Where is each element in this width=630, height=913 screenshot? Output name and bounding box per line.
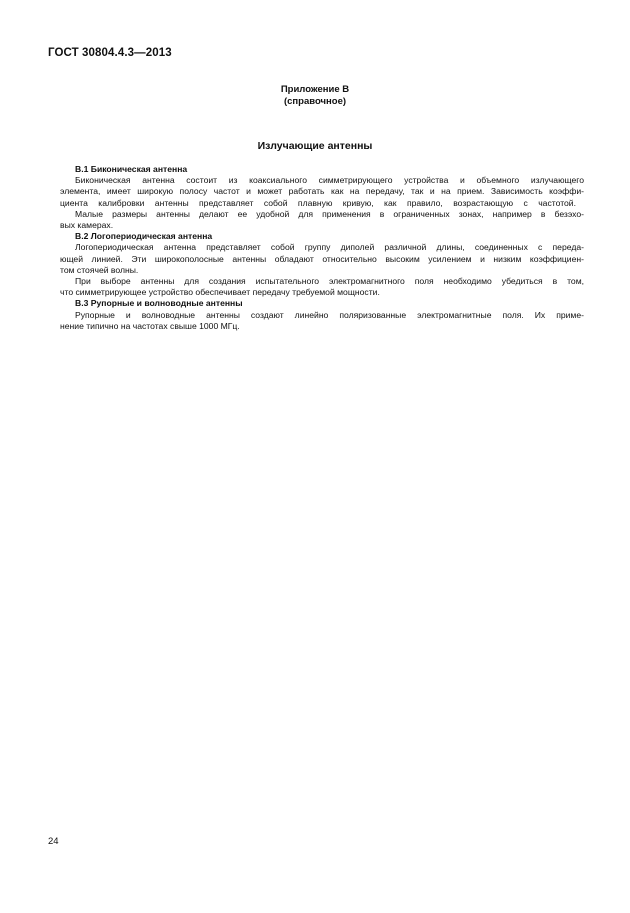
section-heading-b2: В.2 Логопериодическая антенна	[75, 231, 213, 242]
paragraph-line: том стоячей волны.	[60, 264, 139, 275]
paragraph-line: нение типично на частотах свыше 1000 МГц.	[60, 320, 240, 331]
paragraph-line: вых камерах.	[60, 220, 114, 231]
paragraph-line: Логопериодическая антенна представляет собой группу диполей различной длины, соединенных с переда-	[75, 242, 584, 253]
document-code-header: ГОСТ 30804.4.3—2013	[48, 47, 172, 59]
section-heading-b1: В.1 Биконическая антенна	[75, 164, 188, 174]
paragraph-line: Рупорные и волноводные антенны создают линейно поляризованные электромагнитные поля. Их приме-	[75, 309, 584, 320]
paragraph-line: что симметрирующее устройство обеспечивает передачу требуемой мощности.	[60, 287, 380, 298]
paragraph-line: ющей линией. Эти широкополосные антенны обладают относительно высоким усилением и низким коэффициен-	[60, 253, 584, 264]
appendix-subtitle: (справочное)	[283, 96, 347, 107]
page-number: 24	[48, 836, 59, 847]
paragraph-line: элемента, имеет широкую полосу частот и может работать как на передачу, так и на прием. Зависимость коэффи-	[60, 186, 584, 197]
section-heading-b3: В.3 Рупорные и волноводные антенны	[75, 298, 243, 309]
appendix-title: Приложение В	[280, 84, 350, 95]
paragraph-line: Малые размеры антенны делают ее удобной для применения в ограниченных зонах, например в безэхо-	[75, 208, 584, 219]
main-title: Излучающие антенны	[257, 140, 373, 152]
appendix-heading	[0, 84, 630, 108]
paragraph-line: циента калибровки антенны представляет собой плавную кривую, как правило, возрастающую с частотой.	[60, 197, 576, 208]
document-body	[60, 164, 584, 332]
paragraph-line: При выборе антенны для создания испытательного электромагнитного поля необходимо убедиться в том,	[75, 276, 584, 287]
paragraph-line: Биконическая антенна состоит из коаксиального симметрирующего устройства и объемного излучающего	[75, 175, 584, 186]
